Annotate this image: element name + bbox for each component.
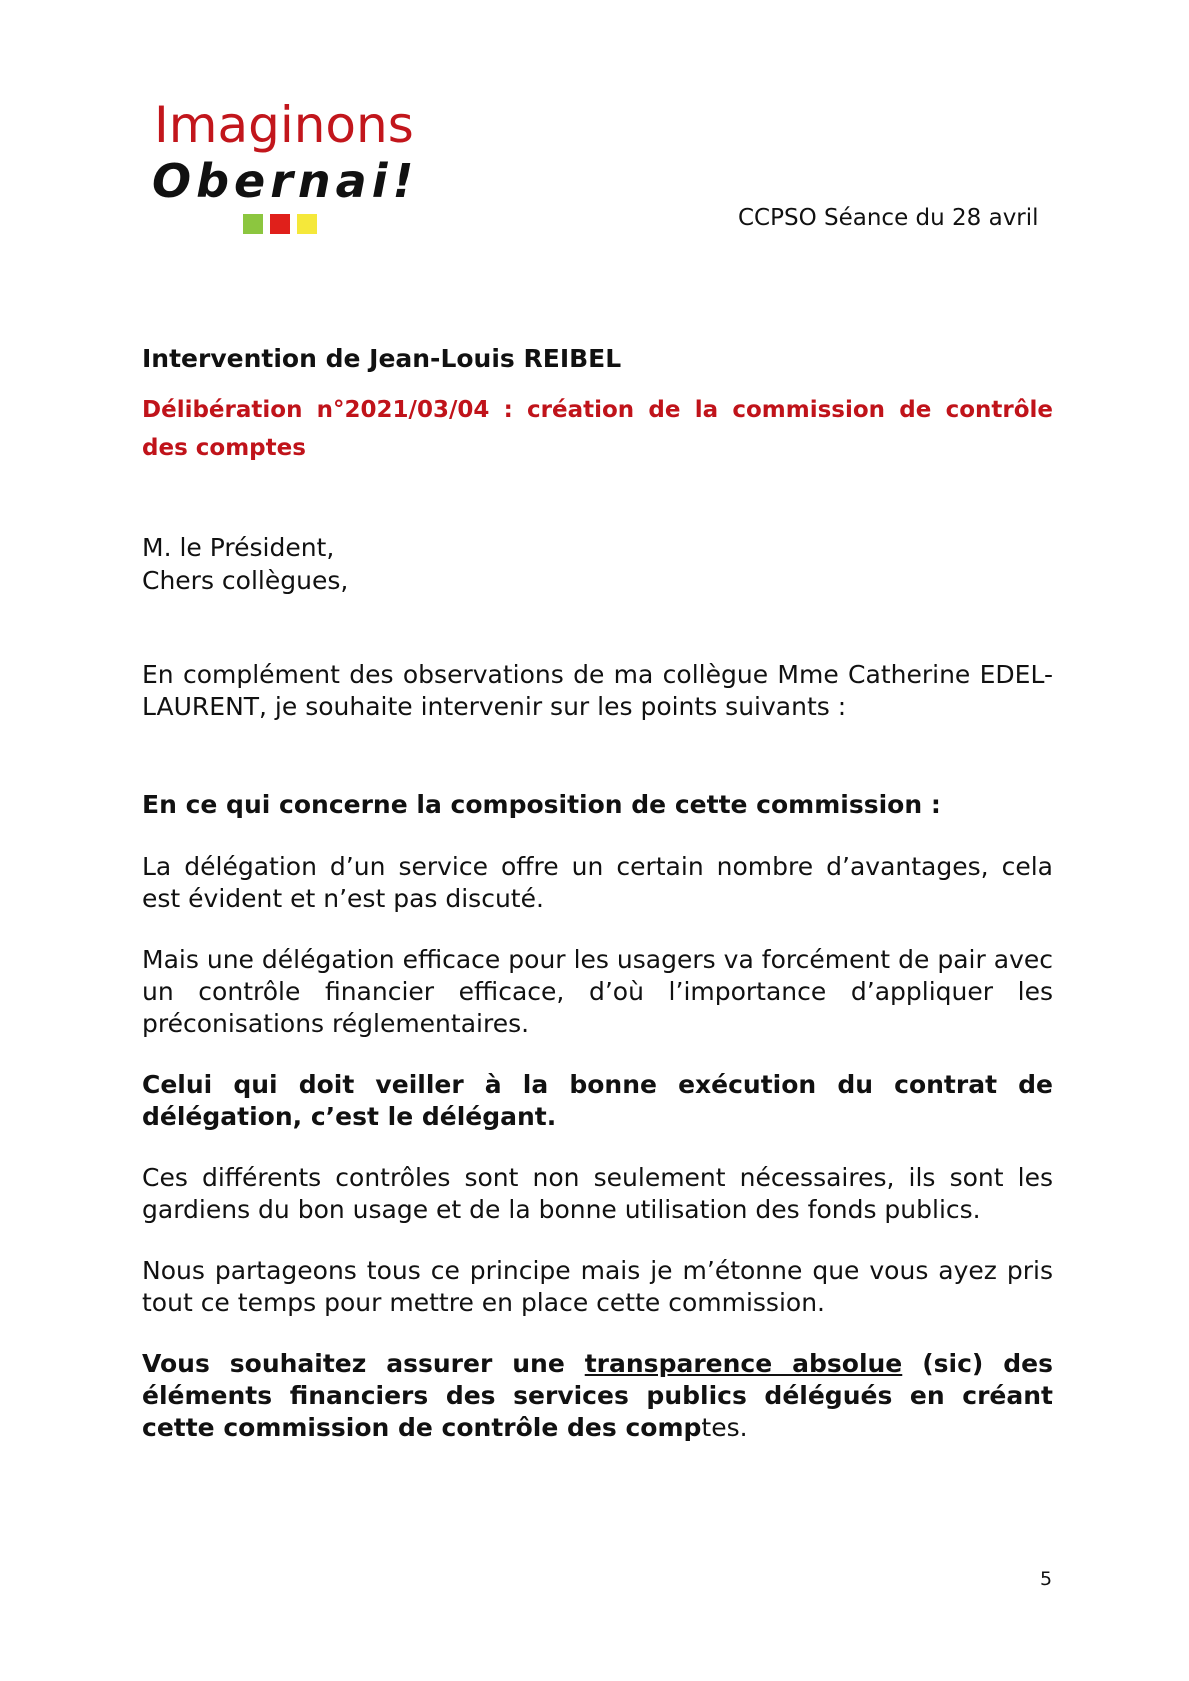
page-number: 5 <box>1040 1568 1053 1590</box>
logo-text-obernai: Obernai! <box>152 154 419 208</box>
logo-text-imaginons: Imaginons <box>154 96 414 154</box>
logo-square-green <box>243 214 263 234</box>
paragraph-6 <box>142 1348 1053 1444</box>
paragraph-6-part-1: Vous souhaitez assurer une <box>142 1349 585 1378</box>
logo <box>152 96 442 246</box>
greeting-line-1: M. le Président, <box>142 533 335 562</box>
deliberation-title: Délibération n°2021/03/04 : création de la commission de contrôle des comptes <box>142 397 1053 461</box>
logo-square-yellow <box>297 214 317 234</box>
speaker-title: Intervention de Jean-Louis REIBEL <box>142 344 622 373</box>
paragraph-6-underlined: transparence absolue <box>584 1349 903 1378</box>
paragraph-6-tail: tes. <box>701 1413 748 1442</box>
greeting-line-2: Chers collègues, <box>142 566 349 595</box>
paragraph-6-part-2: (sic) des éléments financiers des services publics délégués en créant cette commission de contrôle des comp <box>142 1349 1053 1442</box>
paragraph-4: Ces différents contrôles sont non seulement nécessaires, ils sont les gardiens du bon usage et de la bonne utilisation des fonds publics. <box>142 1163 1053 1224</box>
paragraph-1: La délégation d’un service offre un certain nombre d’avantages, cela est évident et n’est pas discuté. <box>142 852 1053 913</box>
paragraph-3-bold: Celui qui doit veiller à la bonne exécution du contrat de délégation, c’est le délégant. <box>142 1070 1053 1131</box>
greeting <box>142 531 1053 597</box>
paragraph-2: Mais une délégation efficace pour les usagers va forcément de pair avec un contrôle financier efficace, d’où l’importance d’appliquer les préconisations réglementaires. <box>142 945 1053 1038</box>
paragraph-5: Nous partageons tous ce principe mais je m’étonne que vous ayez pris tout ce temps pour mettre en place cette commission. <box>142 1256 1053 1317</box>
session-date: CCPSO Séance du 28 avril <box>738 205 1039 231</box>
logo-squares <box>243 214 317 234</box>
section-heading: En ce qui concerne la composition de cette commission : <box>142 790 941 819</box>
logo-square-red <box>270 214 290 234</box>
document-body <box>142 344 1053 1473</box>
intro-paragraph: En complément des observations de ma collègue Mme Catherine EDEL-LAURENT, je souhaite intervenir sur les points suivants : <box>142 660 1053 721</box>
